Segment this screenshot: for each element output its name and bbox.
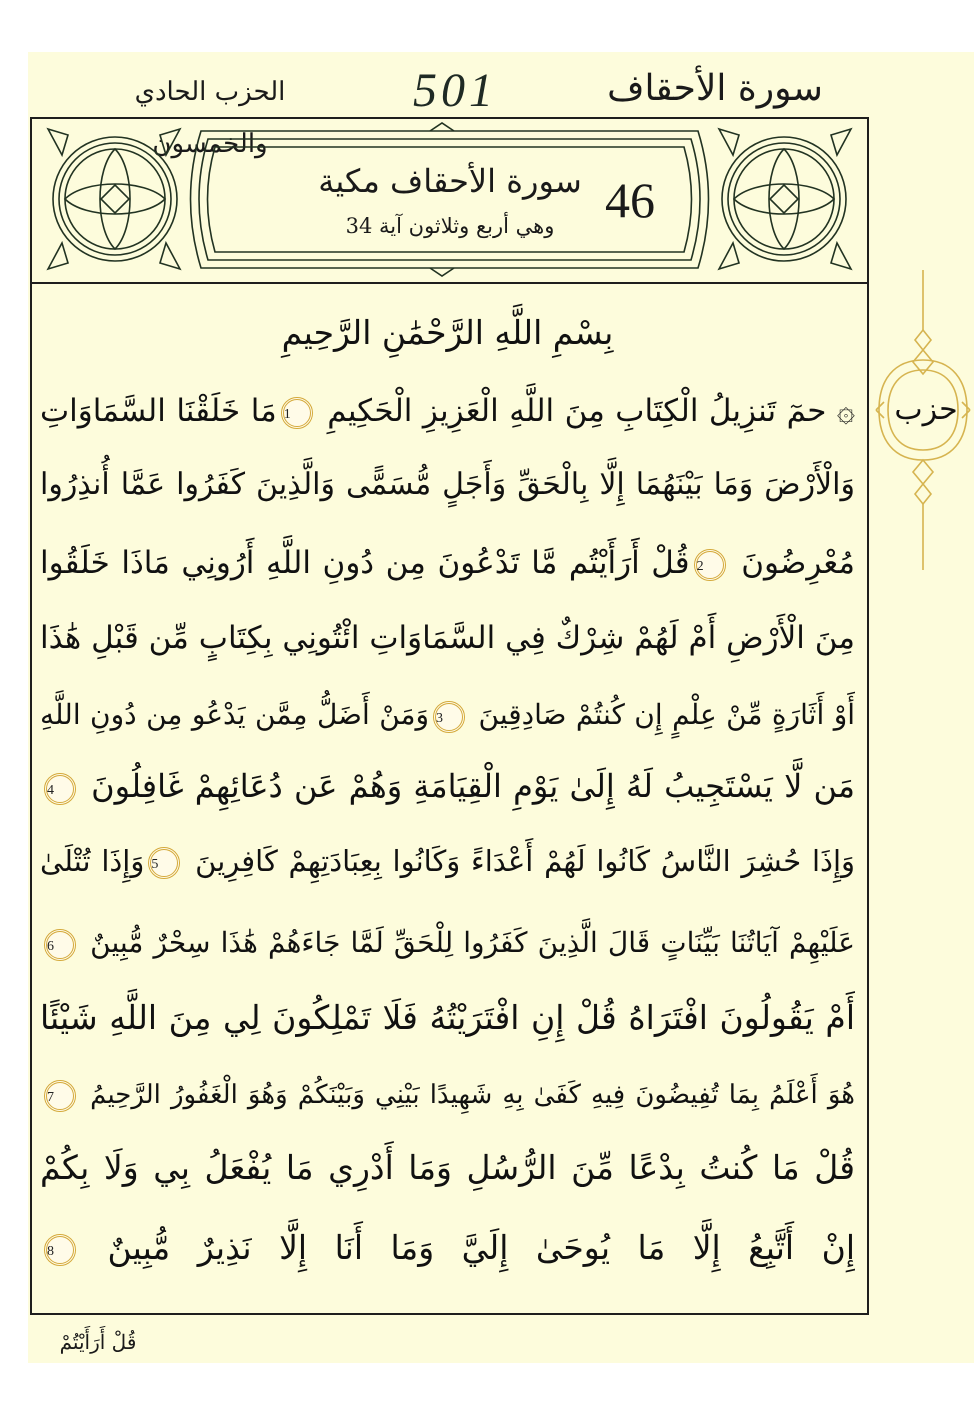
- verse-number-marker: 8: [44, 1234, 76, 1266]
- verse-text: أَمْ يَقُولُونَ افْتَرَاهُ قُلْ إِنِ افْتَرَيْتُهُ فَلَا تَمْلِكُونَ لِي مِنَ اللَّهِ شَيْئًا: [40, 998, 855, 1037]
- left-rosette-ornament: [53, 137, 177, 261]
- hizb-header-label: الحزب الحادي والخمسون: [134, 77, 286, 159]
- verse-text: مَن لَّا يَسْتَجِيبُ لَهُ إِلَىٰ يَوْمِ الْقِيَامَةِ وَهُمْ عَن دُعَائِهِمْ غَافِلُونَ: [91, 767, 855, 805]
- surah-title: سورة الأحقاف مكية: [318, 162, 582, 200]
- verse-text: وَإِذَا تُتْلَىٰ: [40, 844, 145, 878]
- verse-line: [40, 680, 855, 750]
- verse-text: قُلْ أَرَأَيْتُم مَّا تَدْعُونَ مِن دُونِ اللَّهِ أَرُونِي مَاذَا خَلَقُوا: [40, 545, 690, 581]
- verse-number-marker: 7: [44, 1080, 76, 1112]
- hizb-marker-label: حزب: [894, 392, 958, 427]
- verse-text: وَمَنْ أَضَلُّ مِمَّن يَدْعُو مِن دُونِ اللَّهِ: [40, 698, 430, 731]
- verse-number-marker: 4: [44, 773, 76, 805]
- verse-text: مَا خَلَقْنَا السَّمَاوَاتِ: [40, 393, 277, 429]
- verse-text: بِسْمِ اللَّهِ الرَّحْمَٰنِ الرَّحِيمِ: [281, 313, 614, 352]
- verse-line: [40, 908, 855, 978]
- verse-line: [40, 751, 855, 821]
- verse-number-marker: 5: [148, 847, 180, 879]
- verse-text: مُعْرِضُونَ: [741, 545, 855, 581]
- basmala-line: [40, 298, 855, 368]
- right-rosette-ornament: [722, 137, 846, 261]
- surah-header-label: سورة الأحقاف: [607, 68, 823, 109]
- verse-line: [40, 450, 855, 520]
- verse-line: [40, 826, 855, 896]
- verse-text: عَلَيْهِمْ آيَاتُنَا بَيِّنَاتٍ قَالَ الَّذِينَ كَفَرُوا لِلْحَقِّ لَمَّا جَاءَهُمْ هَٰذَا سِحْرٌ مُّبِينٌ: [90, 926, 855, 959]
- verse-line: [40, 528, 855, 598]
- verse-text: إِنْ أَتَّبِعُ إِلَّا مَا يُوحَىٰ إِلَيَّ وَمَا أَنَا إِلَّا نَذِيرٌ مُّبِينٌ: [107, 1228, 855, 1267]
- verse-line: [40, 1133, 855, 1203]
- verse-line: [40, 983, 855, 1053]
- surah-number: 46: [605, 172, 655, 228]
- verse-text: مِنَ الْأَرْضِ أَمْ لَهُمْ شِرْكٌ فِي السَّمَاوَاتِ ائْتُونِي بِكِتَابٍ مِّن قَبْلِ هَٰذَا: [40, 620, 855, 656]
- verse-line: [40, 376, 855, 446]
- page-number: 501: [413, 64, 497, 117]
- verse-line: [40, 1060, 855, 1130]
- corner-leaf-ornament: [48, 129, 68, 155]
- verse-number-marker: 2: [694, 549, 726, 581]
- verse-number-marker: 6: [44, 929, 76, 961]
- verse-text: وَإِذَا حُشِرَ النَّاسُ كَانُوا لَهُمْ أَعْدَاءً وَكَانُوا بِعِبَادَتِهِمْ كَافِرِينَ: [195, 844, 855, 878]
- verse-text: أَوْ أَثَارَةٍ مِّنْ عِلْمٍ إِن كُنتُمْ صَادِقِينَ: [478, 698, 855, 731]
- verse-line: [40, 603, 855, 673]
- verse-text: هُوَ أَعْلَمُ بِمَا تُفِيضُونَ فِيهِ كَفَىٰ بِهِ شَهِيدًا بَيْنِي وَبَيْنَكُمْ وَهُوَ الْغَفُورُ الرَّحِيمُ: [90, 1080, 855, 1110]
- verse-text: ۞ حمٓ تَنزِيلُ الْكِتَابِ مِنَ اللَّهِ الْعَزِيزِ الْحَكِيمِ: [327, 393, 855, 429]
- surah-verse-count: وهي أربع وثلاثون آية 34: [345, 214, 555, 238]
- verse-number-marker: 1: [281, 397, 313, 429]
- verse-line: [40, 1213, 855, 1283]
- verse-text: وَالْأَرْضَ وَمَا بَيْنَهُمَا إِلَّا بِالْحَقِّ وَأَجَلٍ مُّسَمًّى وَالَّذِينَ كَفَرُوا عَمَّا أُنذِرُوا: [40, 467, 855, 502]
- verse-number-marker: 3: [433, 701, 465, 733]
- catchword: قُلْ أَرَأَيْتُمْ: [59, 1330, 137, 1354]
- verse-text: قُلْ مَا كُنتُ بِدْعًا مِّنَ الرُّسُلِ وَمَا أَدْرِي مَا يُفْعَلُ بِي وَلَا بِكُمْ: [40, 1148, 855, 1187]
